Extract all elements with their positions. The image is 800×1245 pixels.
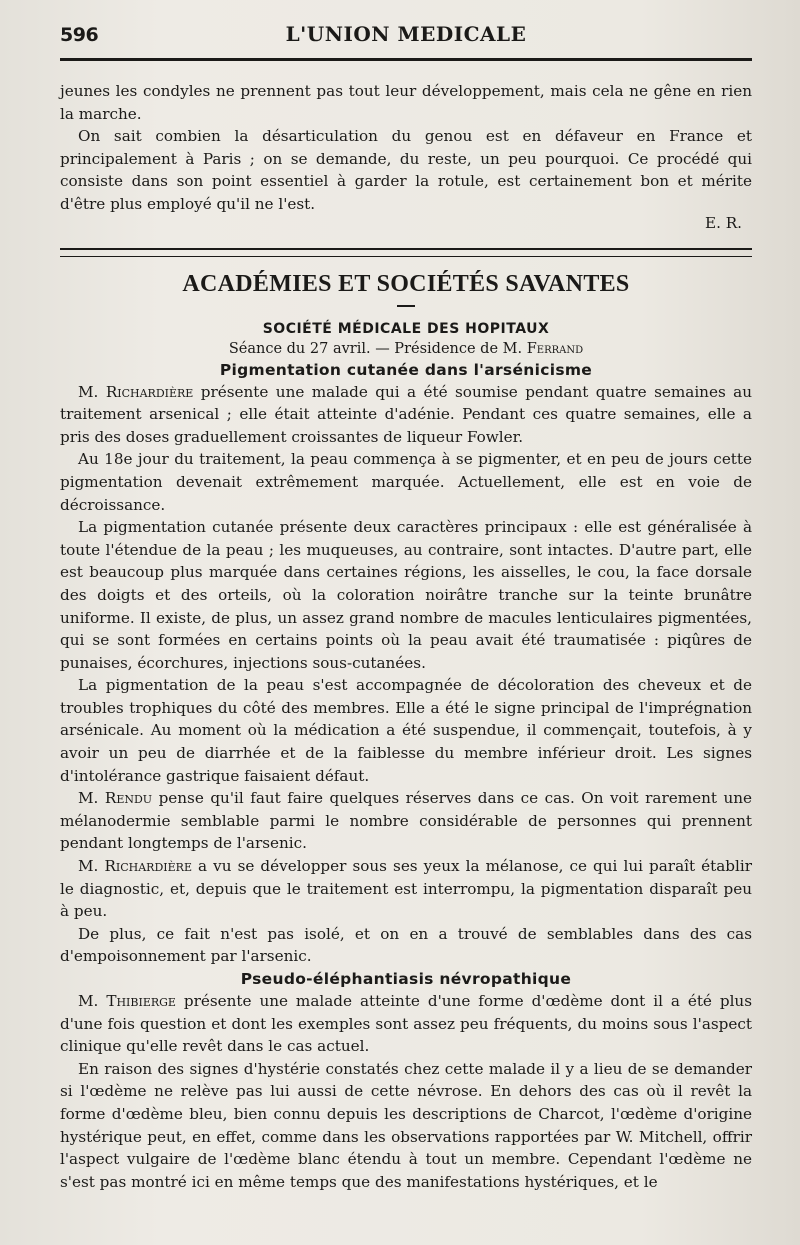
paragraph (60, 787, 752, 855)
paragraph-text: présente une malade atteinte d'une forme d'œdème dont il a été plus d'une fois question et dont les exemples sont assez peu fréquents, du moins sous l'aspect clinique qu'elle revêt dans le cas actuel. (60, 992, 753, 1056)
intro-paragraph: On sait combien la désarticulation du genou est en défaveur en France et principalement à Paris ; on se demande, du reste, un peu pourquoi. Ce procédé qui consiste dans son point essentiel à garder la rotule, est certainement bon et mérite d'être plus employé qu'il ne l'est. (60, 127, 752, 213)
honorific: M. (78, 992, 99, 1010)
header-rule (60, 58, 752, 61)
paragraph: De plus, ce fait n'est pas isolé, et on en a trouvé de semblables dans des cas d'empoisonnement par l'arsenic. (60, 924, 752, 966)
honorific: M. (78, 382, 99, 401)
president-name: Ferrand (526, 340, 584, 357)
paragraph: En raison des signes d'hystérie constatés chez cette malade il y a lieu de se demander si l'œdème ne relève pas lui aussi de cette névrose. En dehors des cas où il revêt la forme d'œdème bleu, bien connu depuis les descriptions de Charcot, l'œdème d'origine hystérique peut, en effet, comme dans les observations rapportées par W. Mitchell, offrir l'aspect vulgaire de l'œdème blanc étendu à tout un membre. Cependant l'œdème ne s'est pas montré ici en même temps que des manifestations hystériques, et le (60, 1059, 752, 1191)
paragraph-text: pense qu'il faut faire quelques réserves dans ce cas. On voit rarement une mélanodermie semblable parmi le nombre considérable de personnes qui prennent pendant longtemps de l'arsenic. (60, 789, 753, 853)
paragraph (60, 855, 752, 923)
running-head (60, 0, 752, 62)
society-title: SOCIÉTÉ MÉDICALE DES HOPITAUX (262, 320, 550, 337)
paragraph (60, 381, 752, 449)
session-line (60, 339, 752, 359)
speaker-name: Thibierge (106, 992, 176, 1010)
session-prefix: Séance du 27 avril. — Présidence de M. (228, 340, 523, 357)
speaker-name: Richardière (105, 382, 194, 401)
article-title-pigmentation: Pigmentation cutanée dans l'arsénicisme (219, 360, 593, 379)
section-title: ACADÉMIES ET SOCIÉTÉS SAVANTES (182, 270, 630, 297)
article-title-pseudo-elephantiasis: Pseudo-éléphantiasis névropathique (240, 970, 572, 988)
paragraph: La pigmentation cutanée présente deux caractères principaux : elle est généralisée à toute l'étendue de la peau ; les muqueuses, au contraire, sont intactes. D'autre part, elle est beaucoup plus marquée dans certaines régions, les aisselles, le cou, la face dorsale des doigts et des orteils, où la coloration noirâtre tranche sur la teinte brunâtre uniforme. Il existe, de plus, un assez grand nombre de macules lenticulaires pigmentées, qui se sont formées en certains points où la peau avait été traumatisée : piqûres de punaises, écorchures, injections sous-cutanées. (60, 518, 752, 672)
speaker-name: Richardière (104, 857, 192, 876)
speaker-name: Rendu (104, 789, 153, 808)
paragraph-text: présente une malade qui a été soumise pendant quatre semaines au traitement arsenical ; elle était atteinte d'adénie. Pendant ces quatre semaines, elle a pris des doses graduellement croissantes de liqueur Fowler. (60, 382, 753, 446)
page-number: 596 (60, 24, 99, 46)
title-dash (397, 305, 415, 307)
intro-paragraph: jeunes les condyles ne prennent pas tout leur développement, mais cela ne gêne en rien la marche. (60, 82, 752, 123)
paragraph-text: a vu se développer sous ses yeux la mélanose, ce qui lui paraît établir le diagnostic, et, depuis que le traitement est interrompu, la pigmentation disparaît peu à peu. (60, 857, 752, 921)
paragraph: La pigmentation de la peau s'est accompagnée de décoloration des cheveux et de troubles trophiques du côté des membres. Elle a été le signe principal de l'imprégnation arsénicale. Au moment où la médication a été suspendue, il commençait, toutefois, à y avoir un peu de diarrhée et de la faiblesse du membre inférieur droit. Les signes d'intolérance gastrique faisaient défaut. (60, 676, 752, 785)
honorific: M. (78, 857, 99, 876)
honorific: M. (78, 789, 99, 808)
journal-title: L'UNION MEDICALE (285, 22, 527, 46)
paragraph (60, 990, 752, 1058)
section-divider (60, 248, 752, 257)
article-pseudo-elephantiasis (60, 990, 752, 1193)
article-pigmentation (60, 381, 752, 968)
author-signature: E. R. (704, 213, 742, 232)
intro-text (60, 80, 752, 216)
paragraph: Au 18e jour du traitement, la peau commença à se pigmenter, et en peu de jours cette pigmentation devenait extrêmement marquée. Actuellement, elle est en voie de décroissance. (60, 450, 752, 514)
